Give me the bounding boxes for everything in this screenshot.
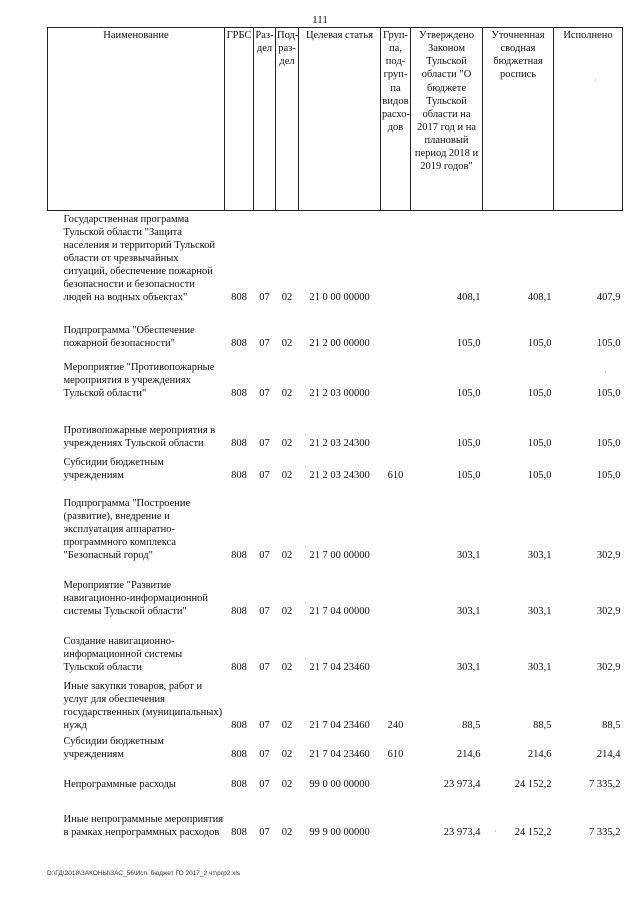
row-razdel: 07 [259, 826, 270, 838]
row-executed: 105,0 [596, 438, 621, 450]
row-target: 99 0 00 00000 [309, 778, 370, 790]
row-name: Мероприятие "Развитие навигационно-информационной системы Тульской области" [63, 580, 209, 618]
row-podrazdel: 02 [281, 662, 293, 674]
row-target: 21 7 04 23460 [309, 662, 370, 674]
header-approved: Утверждено Законом Тульской области "О бюджете Тульской области на 2017 год и на плановый период 2018 и 2019 годов" [411, 28, 483, 211]
row-name: Мероприятие "Противопожарные мероприятия в учреждениях Тульской области" [63, 362, 215, 400]
page-number: 111 [312, 14, 328, 26]
row-grbs: 808 [231, 606, 247, 618]
file-path-footer: D:\ГД\2018\ЗАКОНЫ\ЗАС_56\Исп. бюджет ГО 2017_2 чт\ргр2.xls [47, 870, 241, 877]
row-razdel: 07 [259, 720, 270, 732]
row-target: 21 7 04 23460 [309, 720, 370, 732]
row-name: Субсидии бюджетным учреждениям [63, 735, 164, 760]
table-row [48, 793, 623, 841]
row-target: 21 2 03 00000 [309, 388, 370, 400]
header-target: Целевая статья [299, 28, 381, 211]
row-podrazdel: 02 [281, 606, 293, 618]
row-group [381, 485, 411, 565]
row-grbs: 808 [231, 720, 247, 732]
row-target: 21 2 03 24300 [309, 470, 370, 482]
row-name: Иные непрограммные мероприятия в рамках непрограммных расходов [63, 813, 224, 838]
row-grbs: 808 [231, 470, 247, 482]
row-group [381, 403, 411, 453]
row-target: 21 2 00 00000 [309, 338, 370, 350]
row-refined: 105,0 [527, 470, 552, 482]
row-group: 610 [387, 470, 404, 482]
row-approved: 105,0 [456, 470, 481, 482]
table-row [48, 453, 623, 485]
row-podrazdel: 02 [281, 338, 293, 350]
row-approved: 105,0 [456, 438, 481, 450]
row-group [381, 793, 411, 841]
row-razdel: 07 [259, 662, 270, 674]
row-name: Непрограммные расходы [63, 778, 176, 790]
row-refined: 214,6 [527, 748, 552, 760]
row-target: 99 9 00 00000 [309, 826, 370, 838]
header-executed: Исполнено [554, 28, 623, 211]
row-grbs: 808 [231, 748, 247, 760]
row-refined: 24 152,2 [514, 826, 552, 838]
table-row [48, 307, 623, 353]
row-approved: 408,1 [456, 292, 481, 304]
row-refined: 88,5 [533, 720, 552, 732]
row-refined: 303,1 [527, 606, 552, 618]
table-row [48, 211, 623, 307]
row-name: Подпрограмма "Построение (развитие), внедрение и эксплуатация аппаратно-программного комплекса "Безопасный город" [63, 497, 191, 562]
row-podrazdel: 02 [281, 438, 293, 450]
row-grbs: 808 [231, 338, 247, 350]
row-razdel: 07 [259, 550, 270, 562]
row-grbs: 808 [231, 662, 247, 674]
row-razdel: 07 [259, 338, 270, 350]
row-refined: 303,1 [527, 662, 552, 674]
row-grbs: 808 [231, 388, 247, 400]
row-approved: 303,1 [456, 662, 481, 674]
row-target: 21 0 00 00000 [309, 292, 370, 304]
row-razdel: 07 [259, 748, 270, 760]
header-podrazdel: Под-раз-дел [276, 28, 299, 211]
table-row [48, 763, 623, 793]
header-grbs: ГРБС [225, 28, 254, 211]
row-group: 240 [387, 720, 404, 732]
row-group: 610 [387, 748, 404, 760]
row-grbs: 808 [231, 550, 247, 562]
row-group [381, 211, 411, 307]
row-executed: 7 335,2 [589, 778, 621, 790]
row-podrazdel: 02 [281, 748, 293, 760]
row-approved: 88,5 [462, 720, 481, 732]
row-podrazdel: 02 [281, 826, 293, 838]
row-target: 21 7 04 00000 [309, 606, 370, 618]
row-approved: 303,1 [456, 550, 481, 562]
row-razdel: 07 [259, 778, 270, 790]
row-refined: 105,0 [527, 438, 552, 450]
row-approved: 214,6 [456, 748, 481, 760]
scan-speck: · [594, 76, 597, 85]
row-group [381, 763, 411, 793]
row-group [381, 353, 411, 403]
row-approved: 23 973,4 [443, 826, 481, 838]
row-name: Государственная программа Тульской области "Защита населения и территорий Тульской области от чрезвычайных ситуаций, обеспечение пожарной безопасности и безопасности людей на водных объектах" [63, 213, 216, 304]
table-row [48, 565, 623, 621]
row-executed: 7 335,2 [589, 826, 621, 838]
row-executed: 105,0 [596, 388, 621, 400]
row-name: Создание навигационно-информационной системы Тульской области [63, 636, 183, 674]
row-executed: 88,5 [602, 720, 621, 732]
row-executed: 302,9 [596, 662, 621, 674]
row-grbs: 808 [231, 292, 247, 304]
row-podrazdel: 02 [281, 550, 293, 562]
row-name: Субсидии бюджетным учреждениям [63, 457, 164, 482]
table-row [48, 735, 623, 763]
row-executed: 105,0 [596, 470, 621, 482]
row-razdel: 07 [259, 606, 270, 618]
row-target: 21 7 04 23460 [309, 748, 370, 760]
row-podrazdel: 02 [281, 292, 293, 304]
row-name: Иные закупки товаров, работ и услуг для обеспечения государственных (муниципальных) нужд [63, 681, 223, 732]
row-razdel: 07 [259, 388, 270, 400]
row-executed: 302,9 [596, 550, 621, 562]
row-refined: 408,1 [527, 292, 552, 304]
row-executed: 407,9 [596, 292, 621, 304]
row-executed: 105,0 [596, 338, 621, 350]
header-group: Груп-па, под-груп-па видов расхо-дов [381, 28, 411, 211]
header-name: Наименование [48, 28, 225, 211]
table-row [48, 485, 623, 565]
row-name: Противопожарные мероприятия в учреждениях Тульской области [63, 425, 216, 450]
row-razdel: 07 [259, 470, 270, 482]
header-refined: Уточненная сводная бюджетная роспись [483, 28, 554, 211]
row-approved: 23 973,4 [443, 778, 481, 790]
row-podrazdel: 02 [281, 720, 293, 732]
row-group [381, 621, 411, 677]
row-refined: 105,0 [527, 338, 552, 350]
row-approved: 105,0 [456, 388, 481, 400]
row-refined: 24 152,2 [514, 778, 552, 790]
row-grbs: 808 [231, 826, 247, 838]
row-approved: 303,1 [456, 606, 481, 618]
row-grbs: 808 [231, 438, 247, 450]
table-row [48, 353, 623, 403]
scan-speck: · [494, 827, 497, 836]
row-razdel: 07 [259, 438, 270, 450]
table-row [48, 677, 623, 735]
header-razdel: Раз-дел [254, 28, 276, 211]
row-executed: 302,9 [596, 606, 621, 618]
row-podrazdel: 02 [281, 388, 293, 400]
row-executed: 214,4 [596, 748, 621, 760]
row-podrazdel: 02 [281, 470, 293, 482]
row-grbs: 808 [231, 778, 247, 790]
table-body [48, 211, 623, 841]
budget-table [47, 27, 623, 841]
row-approved: 105,0 [456, 338, 481, 350]
table-row [48, 621, 623, 677]
row-refined: 303,1 [527, 550, 552, 562]
table-row [48, 403, 623, 453]
scan-speck: · [604, 368, 607, 377]
row-target: 21 7 00 00000 [309, 550, 370, 562]
row-group [381, 565, 411, 621]
row-refined: 105,0 [527, 388, 552, 400]
row-group [381, 307, 411, 353]
row-target: 21 2 03 24300 [309, 438, 370, 450]
row-razdel: 07 [259, 292, 270, 304]
table-header [48, 28, 623, 211]
row-podrazdel: 02 [281, 778, 293, 790]
row-name: Подпрограмма "Обеспечение пожарной безопасности" [63, 325, 195, 350]
